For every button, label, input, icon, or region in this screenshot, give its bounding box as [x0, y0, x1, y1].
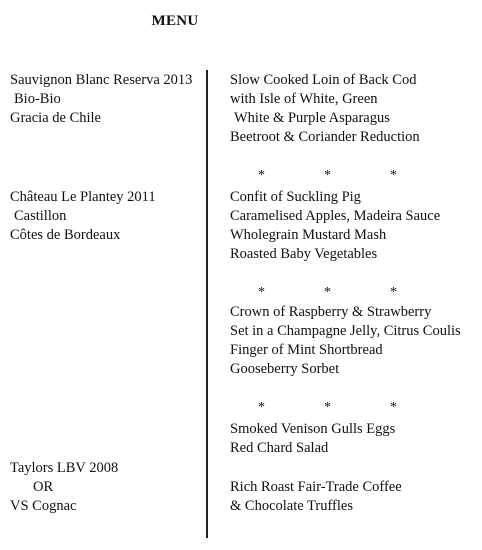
wine-line: VS Cognac: [10, 498, 77, 514]
asterisk: *: [390, 285, 397, 300]
dish-line: Rich Roast Fair-Trade Coffee: [230, 479, 402, 495]
asterisk: *: [258, 168, 265, 183]
asterisk: *: [324, 400, 331, 415]
dish-line: Finger of Mint Shortbread: [230, 342, 383, 358]
wine-line: Gracia de Chile: [10, 110, 101, 126]
dish-line: Set in a Champagne Jelly, Citrus Coulis: [230, 323, 461, 339]
dish-line: with Isle of White, Green: [230, 91, 378, 107]
dish-line: Wholegrain Mustard Mash: [230, 227, 387, 243]
dish-line: Caramelised Apples, Madeira Sauce: [230, 208, 441, 224]
wine-line: Taylors LBV 2008: [10, 460, 119, 476]
asterisk: *: [324, 285, 331, 300]
asterisk: *: [324, 168, 331, 183]
dish-line: Smoked Venison Gulls Eggs: [230, 421, 396, 437]
dish-line: Crown of Raspberry & Strawberry: [230, 304, 432, 320]
asterisk: *: [258, 285, 265, 300]
column-divider-line: [206, 70, 208, 538]
dish-line: Gooseberry Sorbet: [230, 361, 340, 377]
wine-line: Castillon: [14, 208, 67, 224]
wine-line: Côtes de Bordeaux: [10, 227, 121, 243]
dish-line: Red Chard Salad: [230, 440, 329, 456]
asterisk: *: [390, 168, 397, 183]
dish-line: White & Purple Asparagus: [234, 110, 390, 126]
dish-line: Confit of Suckling Pig: [230, 189, 361, 205]
asterisk: *: [258, 400, 265, 415]
menu-title: MENU: [151, 13, 199, 29]
wine-line: OR: [33, 479, 54, 495]
wine-line: Bio-Bio: [14, 91, 61, 107]
dish-line: Beetroot & Coriander Reduction: [230, 129, 420, 145]
dish-line: & Chocolate Truffles: [230, 498, 353, 514]
wine-line: Sauvignon Blanc Reserva 2013: [10, 72, 193, 88]
wine-line: Château Le Plantey 2011: [10, 189, 156, 205]
dish-line: Roasted Baby Vegetables: [230, 246, 378, 262]
asterisk: *: [390, 400, 397, 415]
dish-line: Slow Cooked Loin of Back Cod: [230, 72, 417, 88]
